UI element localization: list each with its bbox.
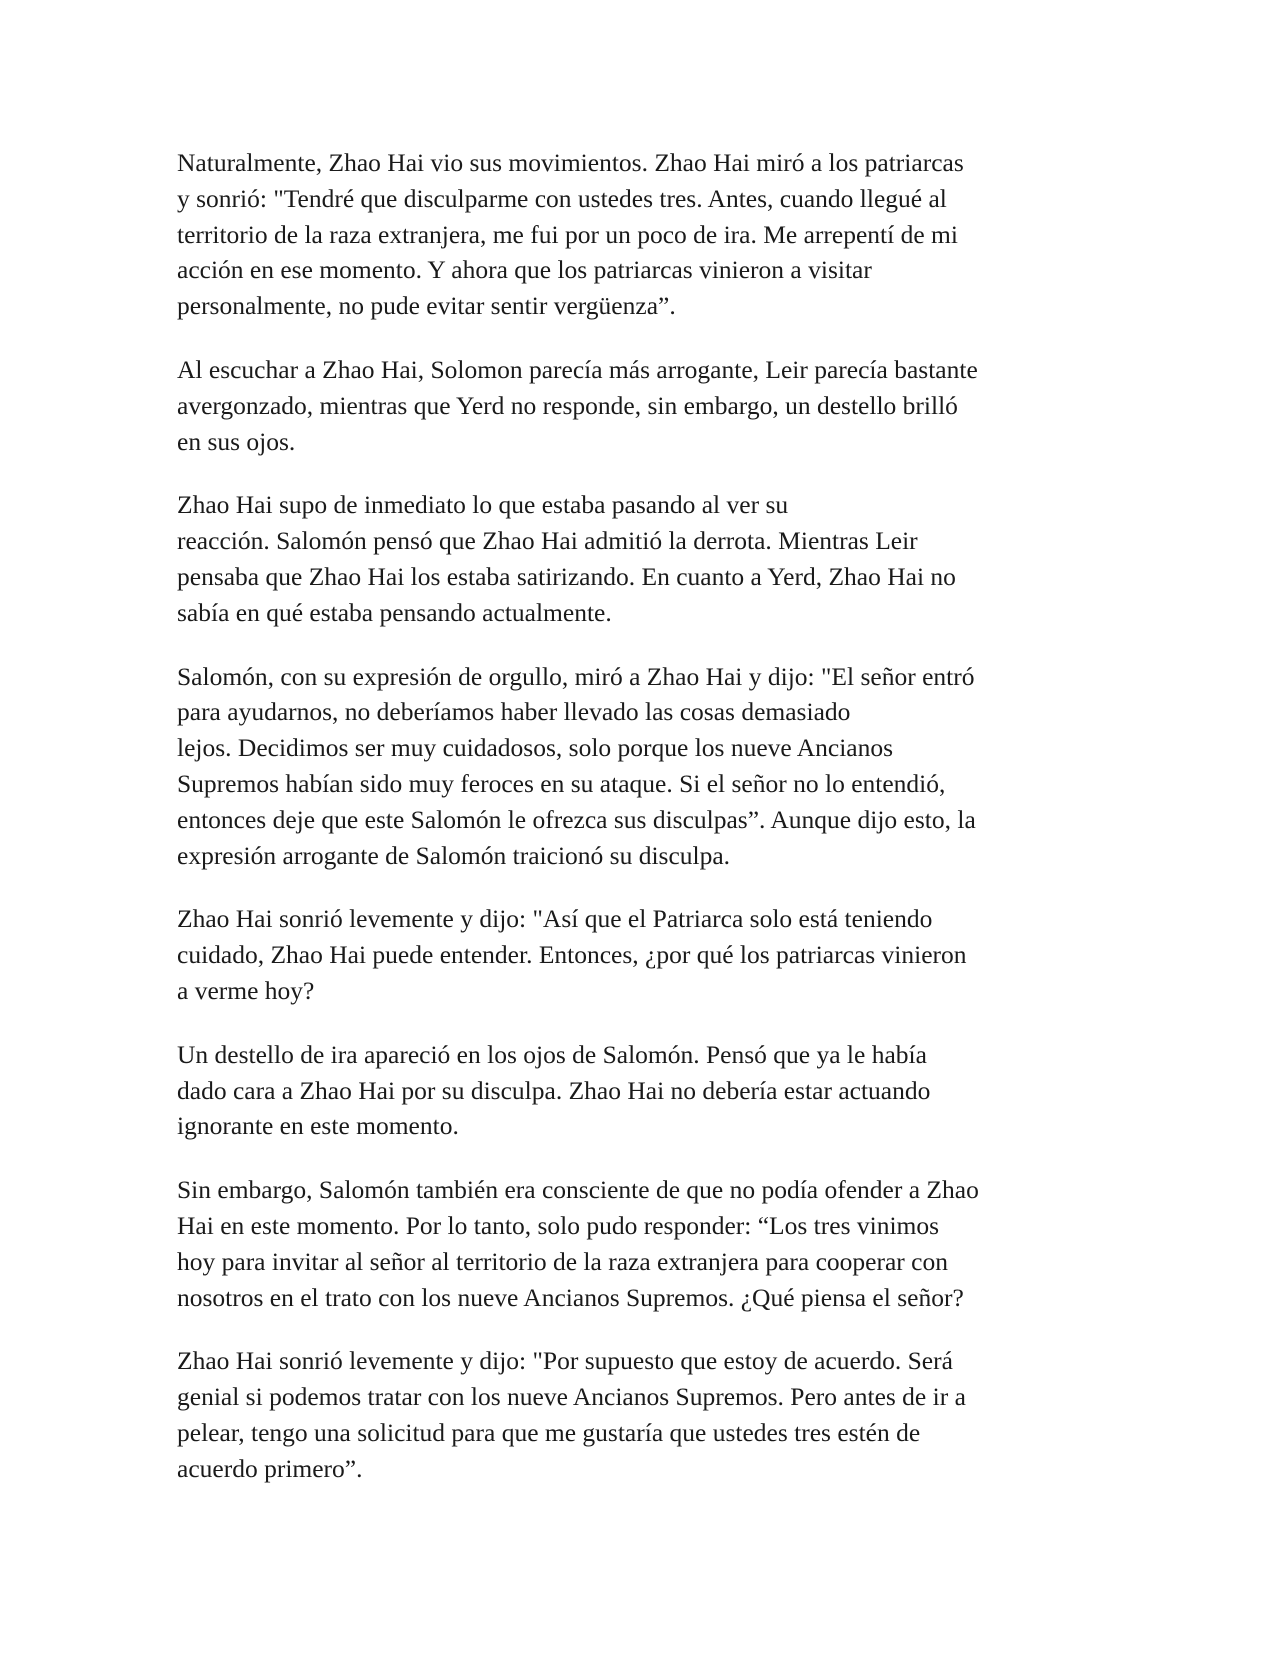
paragraph-line: dado cara a Zhao Hai por su disculpa. Zhao Hai no debería estar actuando	[177, 1075, 931, 1105]
paragraph-line: pelear, tengo una solicitud para que me gustaría que ustedes tres estén de	[177, 1417, 921, 1447]
paragraph-line: Zhao Hai supo de inmediato lo que estaba pasando al ver su	[177, 490, 789, 520]
paragraph-line: genial si podemos tratar con los nueve Ancianos Supremos. Pero antes de ir a	[177, 1382, 966, 1412]
paragraph-line: Supremos habían sido muy feroces en su ataque. Si el señor no lo entendió,	[177, 768, 946, 798]
paragraph-line: reacción. Salomón pensó que Zhao Hai admitió la derrota. Mientras Leir	[177, 526, 918, 556]
paragraph-7	[177, 1172, 1107, 1315]
paragraph-line: y sonrió: "Tendré que disculparme con ustedes tres. Antes, cuando llegué al	[177, 183, 947, 213]
paragraph-4	[177, 659, 1107, 874]
paragraph-line: para ayudarnos, no deberíamos haber llevado las cosas demasiado	[177, 697, 851, 727]
paragraph-line: Un destello de ira apareció en los ojos de Salomón. Pensó que ya le había	[177, 1039, 927, 1069]
paragraph-line: expresión arrogante de Salomón traicionó su disculpa.	[177, 840, 731, 870]
paragraph-line: en sus ojos.	[177, 426, 296, 456]
paragraph-line: pensaba que Zhao Hai los estaba satirizando. En cuanto a Yerd, Zhao Hai no	[177, 561, 956, 591]
paragraph-line: Al escuchar a Zhao Hai, Solomon parecía más arrogante, Leir parecía bastante	[177, 354, 978, 384]
paragraph-line: Hai en este momento. Por lo tanto, solo pudo responder: “Los tres vinimos	[177, 1210, 940, 1240]
paragraph-6	[177, 1037, 1107, 1144]
paragraph-line: nosotros en el trato con los nueve Ancianos Supremos. ¿Qué piensa el señor?	[177, 1282, 964, 1312]
paragraph-line: avergonzado, mientras que Yerd no responde, sin embargo, un destello brilló	[177, 390, 958, 420]
paragraph-5	[177, 901, 1107, 1008]
paragraph-3	[177, 487, 1107, 630]
paragraph-line: acción en ese momento. Y ahora que los patriarcas vinieron a visitar	[177, 255, 872, 285]
paragraph-line: territorio de la raza extranjera, me fui por un poco de ira. Me arrepentí de mi	[177, 219, 958, 249]
paragraph-line: Zhao Hai sonrió levemente y dijo: "Por supuesto que estoy de acuerdo. Será	[177, 1346, 953, 1376]
paragraph-1	[177, 145, 1107, 324]
paragraph-line: ignorante en este momento.	[177, 1111, 459, 1141]
paragraph-line: personalmente, no pude evitar sentir vergüenza”.	[177, 291, 676, 321]
paragraph-line: a verme hoy?	[177, 975, 315, 1005]
paragraph-line: Naturalmente, Zhao Hai vio sus movimientos. Zhao Hai miró a los patriarcas	[177, 148, 964, 177]
paragraph-line: acuerdo primero”.	[177, 1453, 363, 1483]
paragraph-line: sabía en qué estaba pensando actualmente.	[177, 597, 612, 627]
paragraph-line: cuidado, Zhao Hai puede entender. Entonces, ¿por qué los patriarcas vinieron	[177, 940, 967, 970]
paragraph-line: Zhao Hai sonrió levemente y dijo: "Así que el Patriarca solo está teniendo	[177, 904, 933, 934]
paragraph-8	[177, 1343, 1107, 1486]
paragraph-line: Sin embargo, Salomón también era consciente de que no podía ofender a Zhao	[177, 1175, 979, 1205]
paragraph-line: lejos. Decidimos ser muy cuidadosos, solo porque los nueve Ancianos	[177, 733, 894, 763]
paragraph-line: hoy para invitar al señor al territorio de la raza extranjera para cooperar con	[177, 1246, 948, 1276]
paragraph-line: Salomón, con su expresión de orgullo, miró a Zhao Hai y dijo: "El señor entró	[177, 661, 975, 691]
document-page	[177, 145, 1107, 1515]
paragraph-line: entonces deje que este Salomón le ofrezca sus disculpas”. Aunque dijo esto, la	[177, 804, 976, 834]
paragraph-2	[177, 352, 1107, 459]
